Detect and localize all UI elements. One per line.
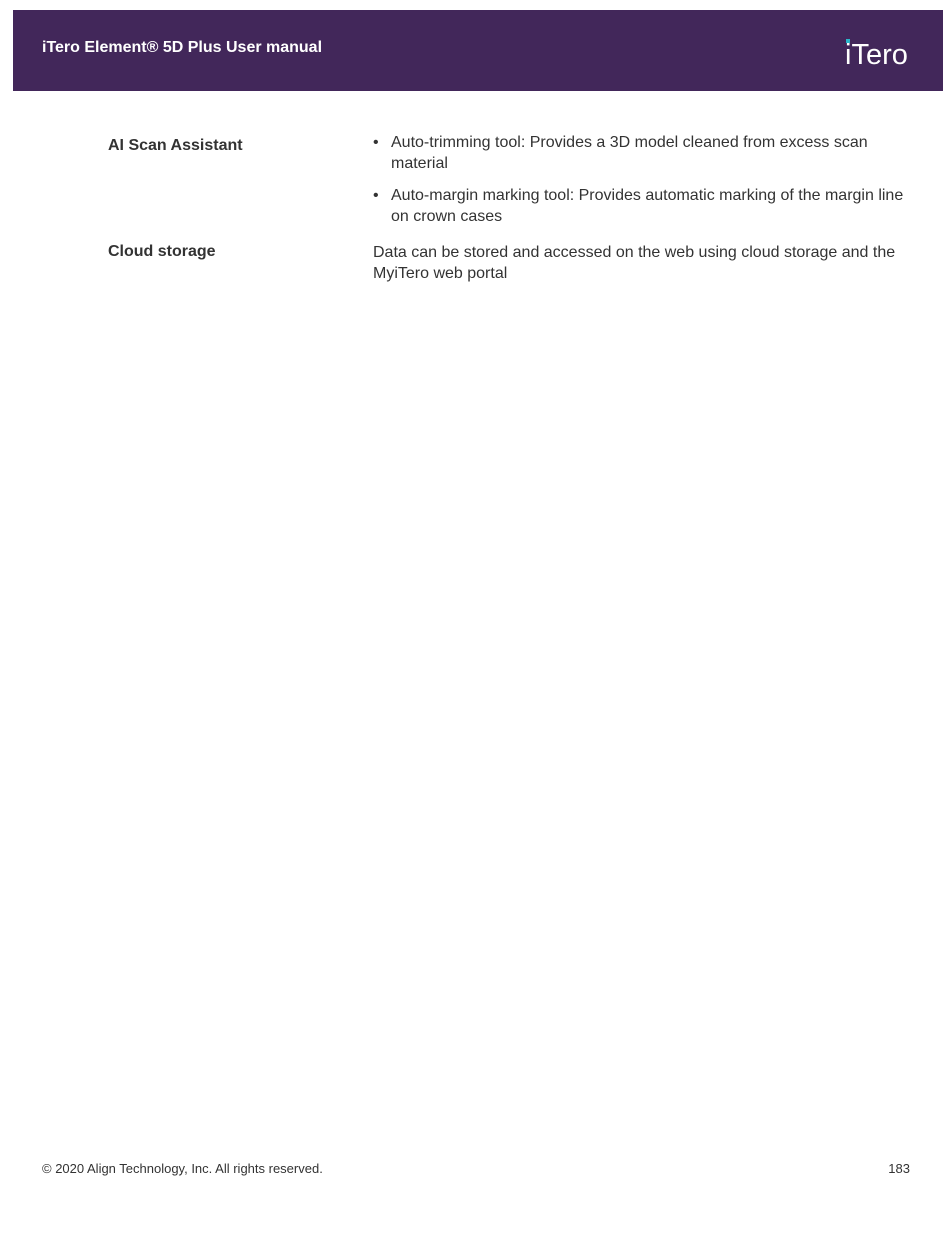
page-header	[13, 10, 943, 91]
bullet-text: Auto-margin marking tool: Provides automatic marking of the margin line on crown cases	[391, 187, 904, 225]
document-title: iTero Element® 5D Plus User manual	[42, 39, 323, 56]
feature-label: Cloud storage	[108, 243, 216, 260]
list-item	[373, 185, 913, 227]
feature-description: Data can be stored and accessed on the web using cloud storage and the MyiTero web portal	[373, 244, 896, 282]
bullet-icon: •	[373, 187, 379, 204]
bullet-icon: •	[373, 134, 379, 151]
feature-bullet-list	[373, 132, 913, 227]
feature-label: AI Scan Assistant	[108, 137, 243, 154]
list-item	[373, 132, 913, 174]
page-number: 183	[888, 1161, 910, 1176]
copyright-notice: © 2020 Align Technology, Inc. All rights reserved.	[42, 1161, 323, 1176]
itero-logo	[845, 37, 913, 67]
bullet-text: Auto-trimming tool: Provides a 3D model cleaned from excess scan material	[391, 134, 868, 172]
feature-description	[373, 132, 913, 238]
logo-wordmark: iTero	[845, 39, 908, 67]
